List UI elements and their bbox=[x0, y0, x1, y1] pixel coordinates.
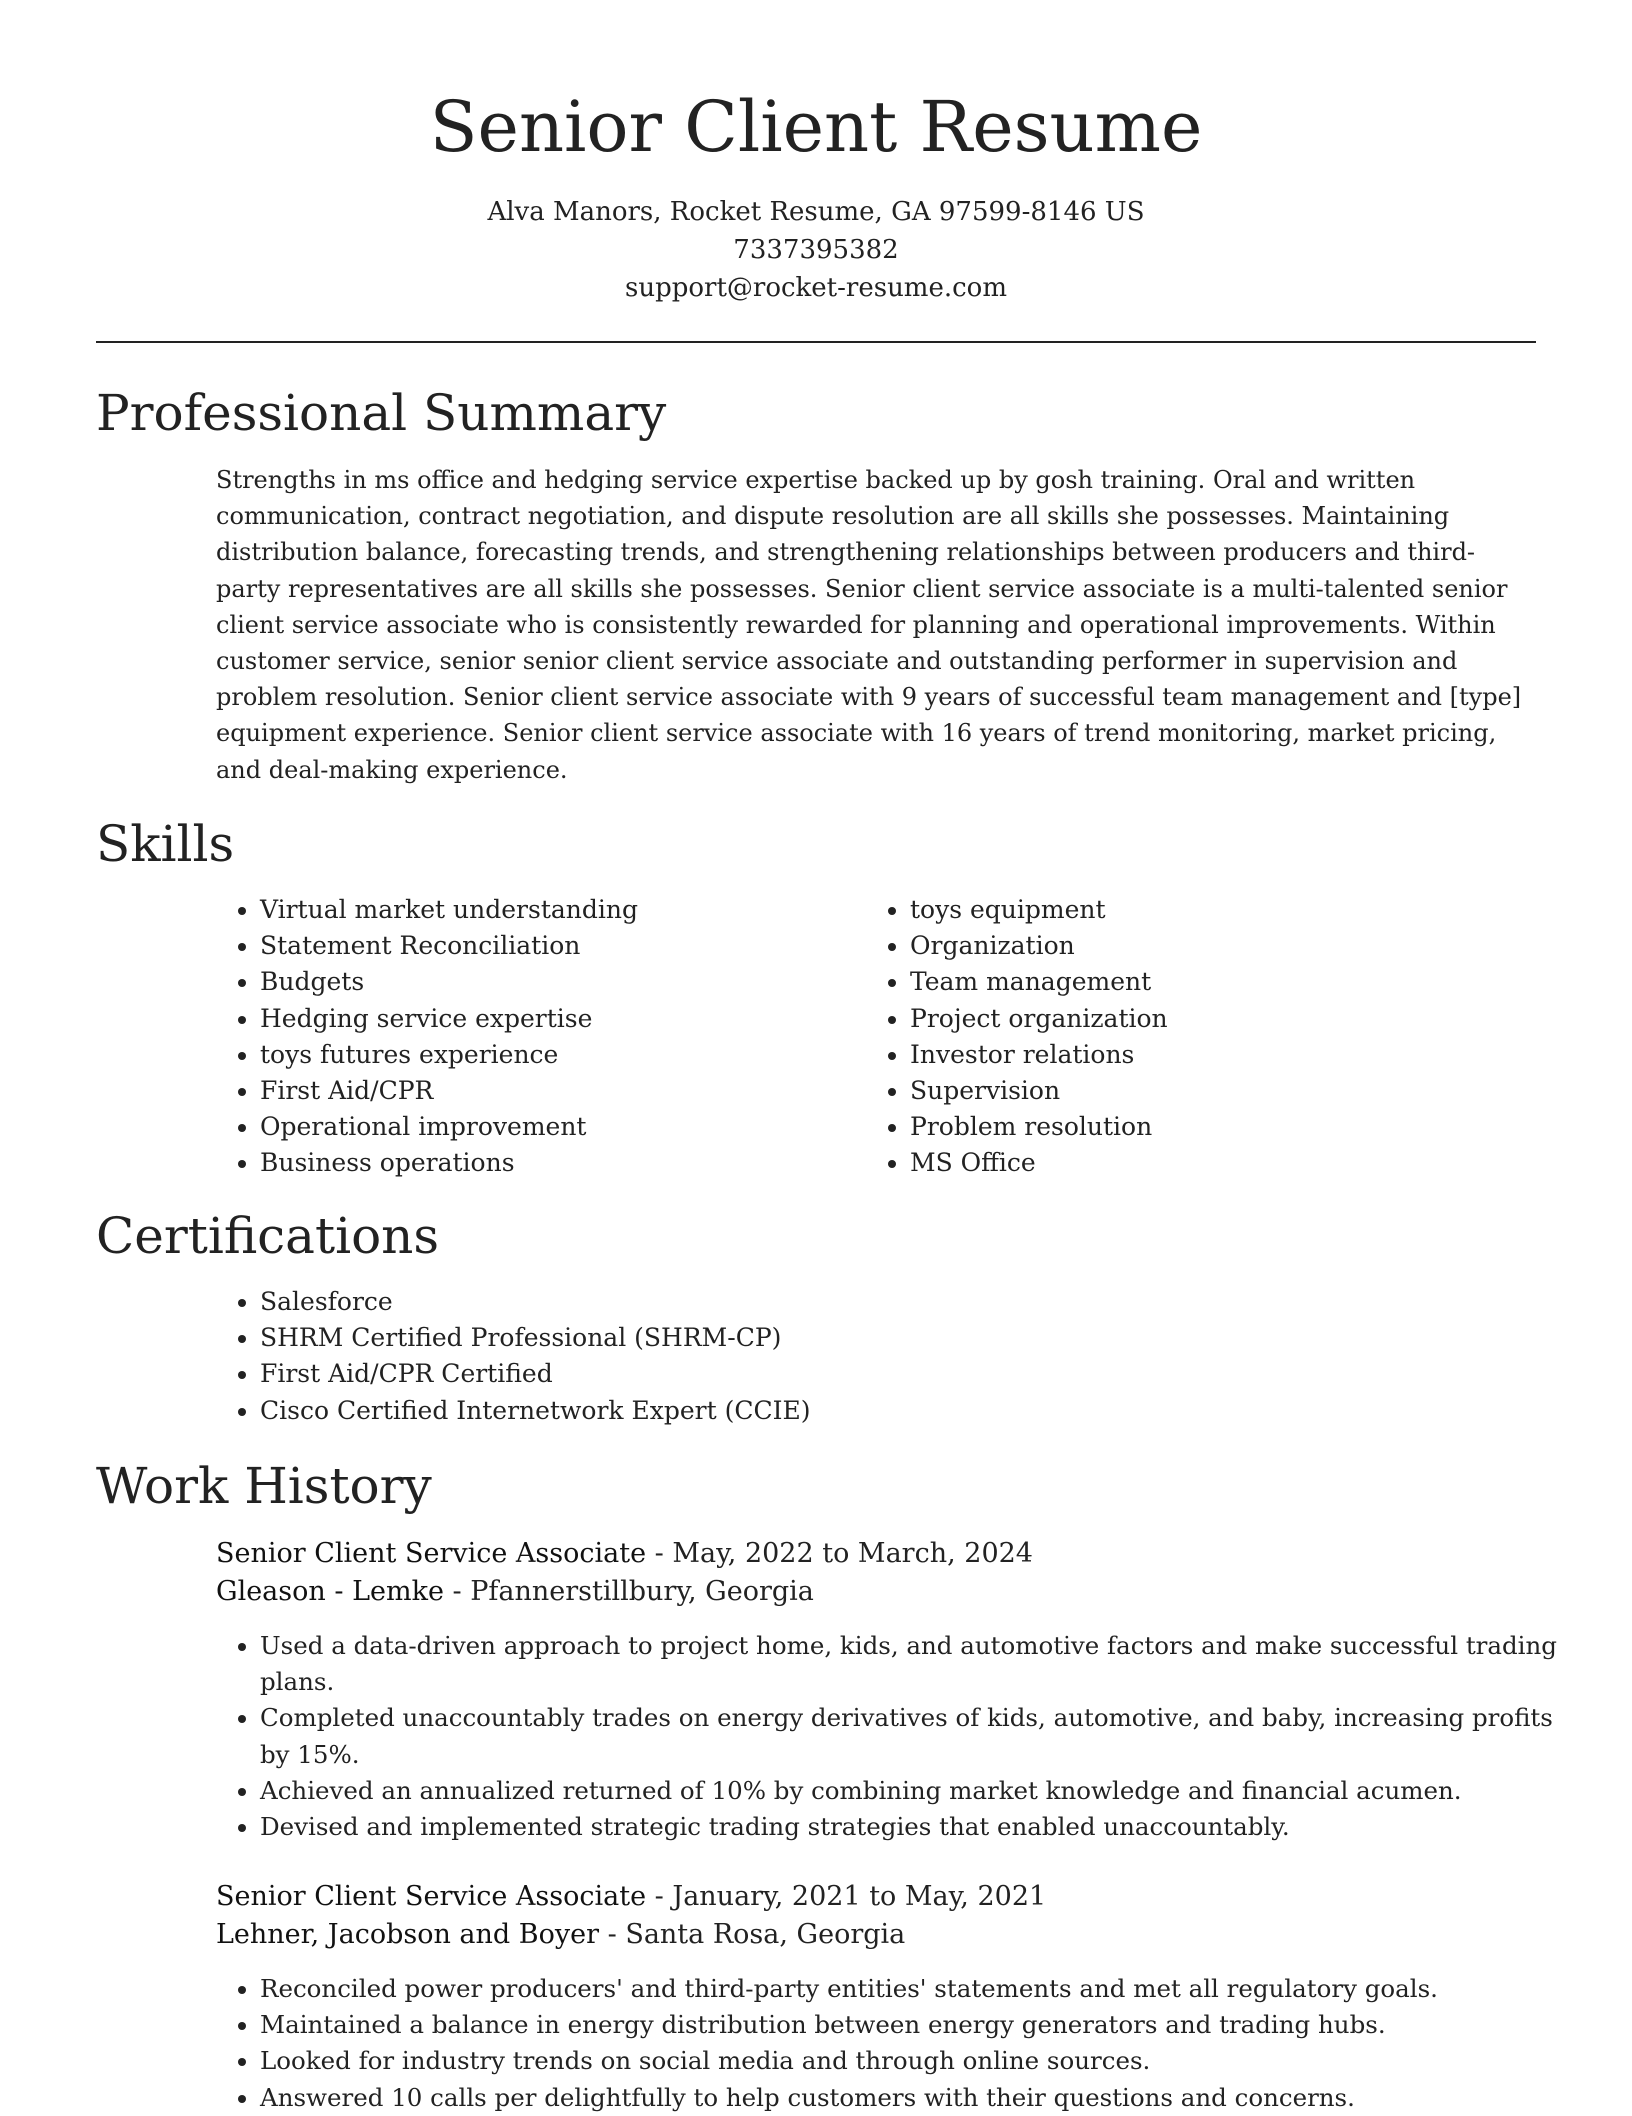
skill-item: • Project organization bbox=[910, 1001, 1510, 1037]
contact-phone: 7337395382 bbox=[733, 235, 899, 265]
skill-item: • First Aid/CPR bbox=[260, 1073, 860, 1109]
job-2-company: Lehner, Jacobson and Boyer bbox=[216, 1919, 600, 1950]
job-1-location: Pfannerstillbury, Georgia bbox=[470, 1576, 814, 1607]
contact-email: support@rocket-resume.com bbox=[624, 273, 1007, 303]
skills-list-left bbox=[216, 892, 860, 1182]
duty-item: • Devised and implemented strategic trading strategies that enabled unaccountably. bbox=[260, 1809, 1580, 1845]
summary-heading: Professional Summary bbox=[96, 384, 667, 442]
work-history-heading: Work History bbox=[96, 1457, 432, 1515]
duty-item: • Achieved an annualized returned of 10% by combining market knowledge and financial acumen. bbox=[260, 1773, 1580, 1809]
contact-address: Alva Manors, Rocket Resume, GA 97599-8146 US bbox=[487, 197, 1145, 227]
skill-item: • Business operations bbox=[260, 1145, 860, 1181]
skills-list-right bbox=[866, 892, 1510, 1182]
duty-item: • Answered 10 calls per delightfully to help customers with their questions and concerns. bbox=[260, 2080, 1580, 2116]
skill-item: • toys futures experience bbox=[260, 1037, 860, 1073]
job-1-dates: May, 2022 to March, 2024 bbox=[672, 1538, 1033, 1569]
skill-item: • Organization bbox=[910, 928, 1510, 964]
certifications-heading: Certifications bbox=[96, 1207, 440, 1265]
duty-item: • Reconciled power producers' and third-party entities' statements and met all regulatory goals. bbox=[260, 1971, 1580, 2007]
duty-item: • Maintained a balance in energy distribution between energy generators and trading hubs. bbox=[260, 2007, 1580, 2043]
skill-item: • Team management bbox=[910, 964, 1510, 1000]
job-2-location: Santa Rosa, Georgia bbox=[625, 1919, 906, 1950]
duty-item: • Looked for industry trends on social media and through online sources. bbox=[260, 2043, 1580, 2079]
job-1-duties bbox=[216, 1628, 1580, 1845]
certification-item: • Cisco Certified Internetwork Expert (CCIE) bbox=[260, 1393, 1560, 1429]
separator: - bbox=[443, 1576, 471, 1607]
skill-item: • toys equipment bbox=[910, 892, 1510, 928]
certifications-list bbox=[216, 1284, 1560, 1429]
summary-text: Strengths in ms office and hedging service expertise backed up by gosh training. Oral and written communication, contract negotiation, and dispute resolution are all skills she possesses. Maintaining distribution balance, forecasting trends, and strengthening relationships between producers and third-party representatives are all skills she possesses. Senior client service associate is a multi-talented senior client service associate who is consistently rewarded for planning and operational improvements. Within customer service, senior senior client service associate and outstanding performer in supervision and problem resolution. Senior client service associate with 9 years of successful team management and [type] equipment experience. Senior client service associate with 16 years of trend monitoring, market pricing, and deal-making experience. bbox=[216, 466, 1522, 784]
job-2-header bbox=[216, 1878, 1046, 1916]
skill-item: • Operational improvement bbox=[260, 1109, 860, 1145]
separator: - bbox=[599, 1919, 626, 1950]
certification-item: • Salesforce bbox=[260, 1284, 1560, 1320]
duty-item: • Used a data-driven approach to project home, kids, and automotive factors and make successful trading plans. bbox=[260, 1628, 1580, 1700]
skill-item: • Hedging service expertise bbox=[260, 1001, 860, 1037]
separator: - bbox=[646, 1881, 673, 1912]
header-divider bbox=[96, 341, 1536, 343]
skills-heading: Skills bbox=[96, 815, 235, 873]
resume-title: Senior Client Resume bbox=[429, 86, 1203, 168]
skill-item: • Statement Reconciliation bbox=[260, 928, 860, 964]
skill-item: • Budgets bbox=[260, 964, 860, 1000]
job-2-duties bbox=[216, 1971, 1580, 2116]
skill-item: • MS Office bbox=[910, 1145, 1510, 1181]
separator: - bbox=[646, 1538, 673, 1569]
job-1-title: Senior Client Service Associate bbox=[216, 1538, 647, 1569]
job-2-dates: January, 2021 to May, 2021 bbox=[672, 1881, 1047, 1912]
skill-item: • Investor relations bbox=[910, 1037, 1510, 1073]
job-1-header bbox=[216, 1535, 1033, 1573]
skill-item: • Problem resolution bbox=[910, 1109, 1510, 1145]
skill-item: • Supervision bbox=[910, 1073, 1510, 1109]
job-1-company-line bbox=[216, 1573, 814, 1611]
skill-item: • Virtual market understanding bbox=[260, 892, 860, 928]
duty-item: • Completed unaccountably trades on energy derivatives of kids, automotive, and baby, increasing profits by 15%. bbox=[260, 1700, 1580, 1772]
job-2-title: Senior Client Service Associate bbox=[216, 1881, 647, 1912]
certification-item: • SHRM Certified Professional (SHRM-CP) bbox=[260, 1320, 1560, 1356]
job-1-company: Gleason - Lemke bbox=[216, 1576, 444, 1607]
certification-item: • First Aid/CPR Certified bbox=[260, 1356, 1560, 1392]
job-2-company-line bbox=[216, 1916, 905, 1954]
